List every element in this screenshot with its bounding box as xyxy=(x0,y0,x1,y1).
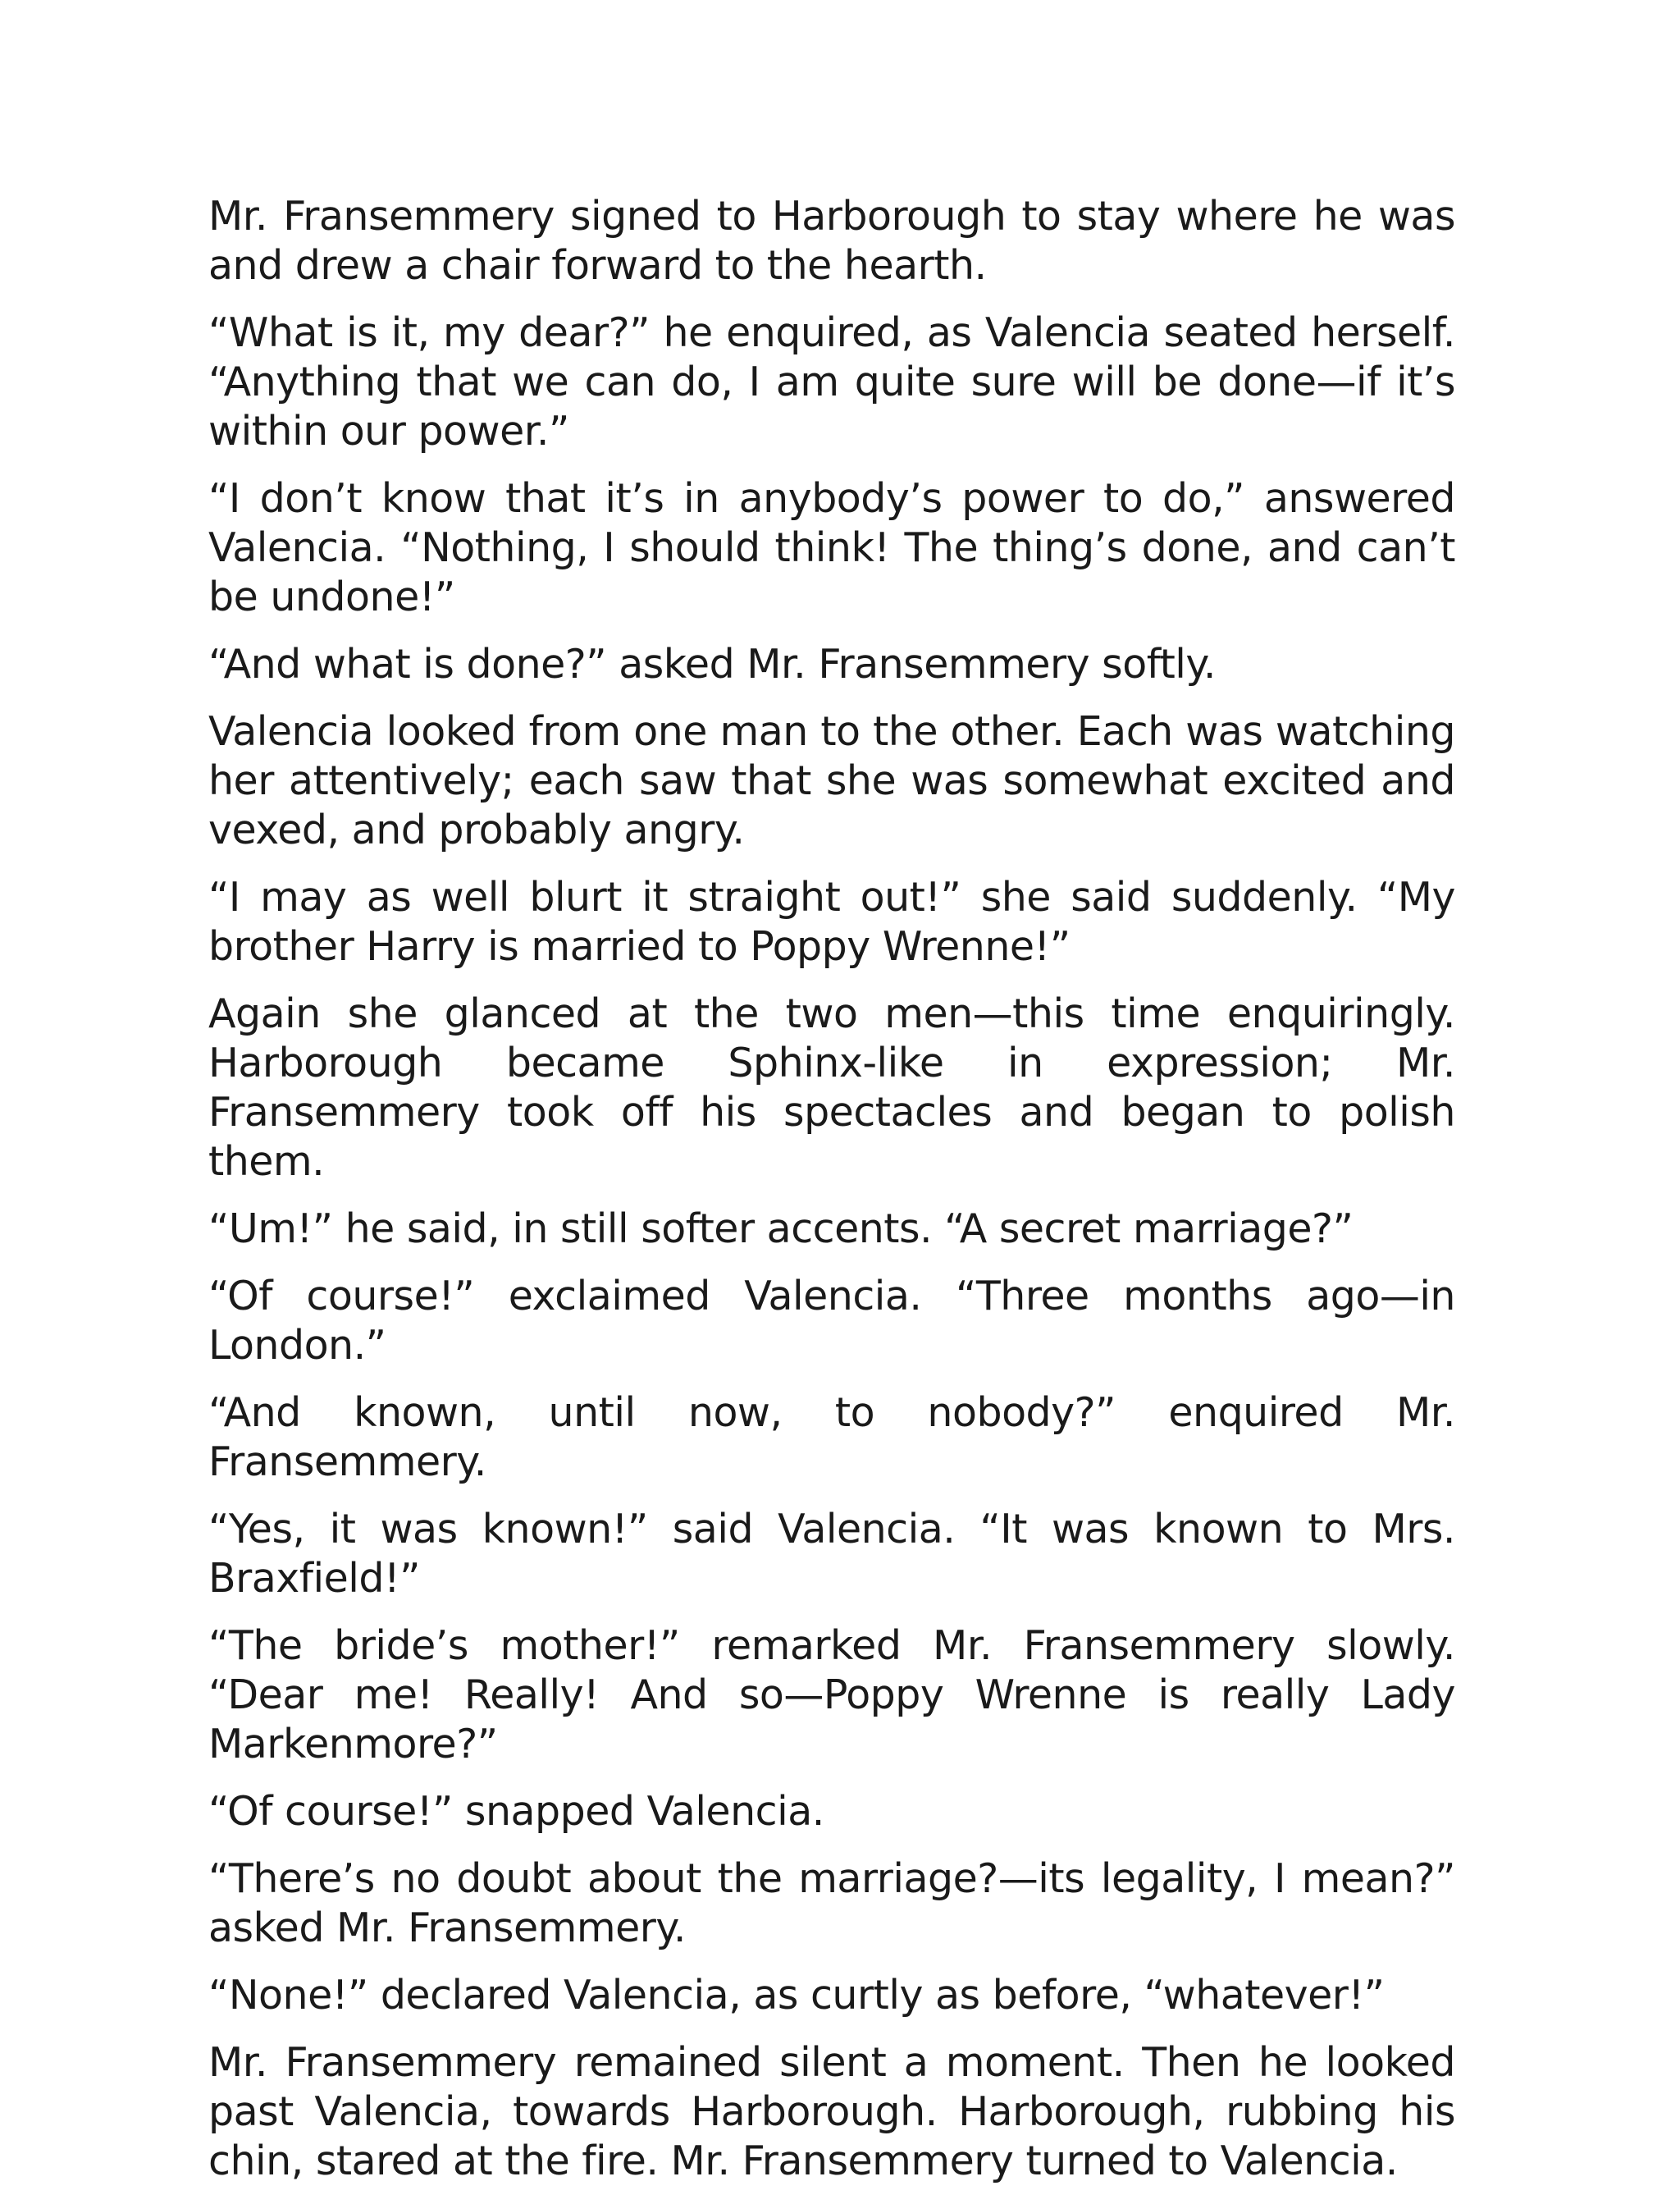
paragraph-5: Valencia looked from one man to the other. Each was watching her attentively; each saw that she was somewhat excited and vexed, and probably angry. xyxy=(208,708,1455,853)
paragraph-9: “Of course!” exclaimed Valencia. “Three months ago—in London.” xyxy=(208,1273,1455,1369)
paragraph-13: “Of course!” snapped Valencia. xyxy=(208,1788,824,1835)
paragraph-15: “None!” declared Valencia, as curtly as before, “whatever!” xyxy=(208,1972,1385,2019)
paragraph-12: “The bride’s mother!” remarked Mr. Fransemmery slowly. “Dear me! Really! And so—Poppy Wrenne is really Lady Markenmore?” xyxy=(208,1622,1455,1767)
paragraph-1: Mr. Fransemmery signed to Harborough to stay where he was and drew a chair forward to the hearth. xyxy=(208,193,1455,289)
paragraph-14: “There’s no doubt about the marriage?—its legality, I mean?” asked Mr. Fransemmery. xyxy=(208,1855,1455,1951)
paragraph-16: Mr. Fransemmery remained silent a moment. Then he looked past Valencia, towards Harborough. Harborough, rubbing his chin, stared at the fire. Mr. Fransemmery turned to Valencia. xyxy=(208,2039,1455,2184)
paragraph-10: “And known, until now, to nobody?” enquired Mr. Fransemmery. xyxy=(208,1389,1455,1485)
paragraph-11: “Yes, it was known!” said Valencia. “It was known to Mrs. Braxfield!” xyxy=(208,1506,1455,1602)
paragraph-8: “Um!” he said, in still softer accents. “A secret marriage?” xyxy=(208,1205,1354,1252)
paragraph-4: “And what is done?” asked Mr. Fransemmery softly. xyxy=(208,641,1216,688)
paragraph-2: “What is it, my dear?” he enquired, as Valencia seated herself. “Anything that we can do, I am quite sure will be done—if it’s within our power.” xyxy=(208,309,1455,455)
paragraph-7: Again she glanced at the two men—this time enquiringly. Harborough became Sphinx-like in expression; Mr. Fransemmery took off his spectacles and began to polish them. xyxy=(208,990,1455,1185)
page-body xyxy=(208,192,1455,2204)
paragraph-6: “I may as well blurt it straight out!” she said suddenly. “My brother Harry is married to Poppy Wrenne!” xyxy=(208,874,1455,970)
paragraph-3: “I don’t know that it’s in anybody’s power to do,” answered Valencia. “Nothing, I should think! The thing’s done, and can’t be undone!” xyxy=(208,475,1455,620)
